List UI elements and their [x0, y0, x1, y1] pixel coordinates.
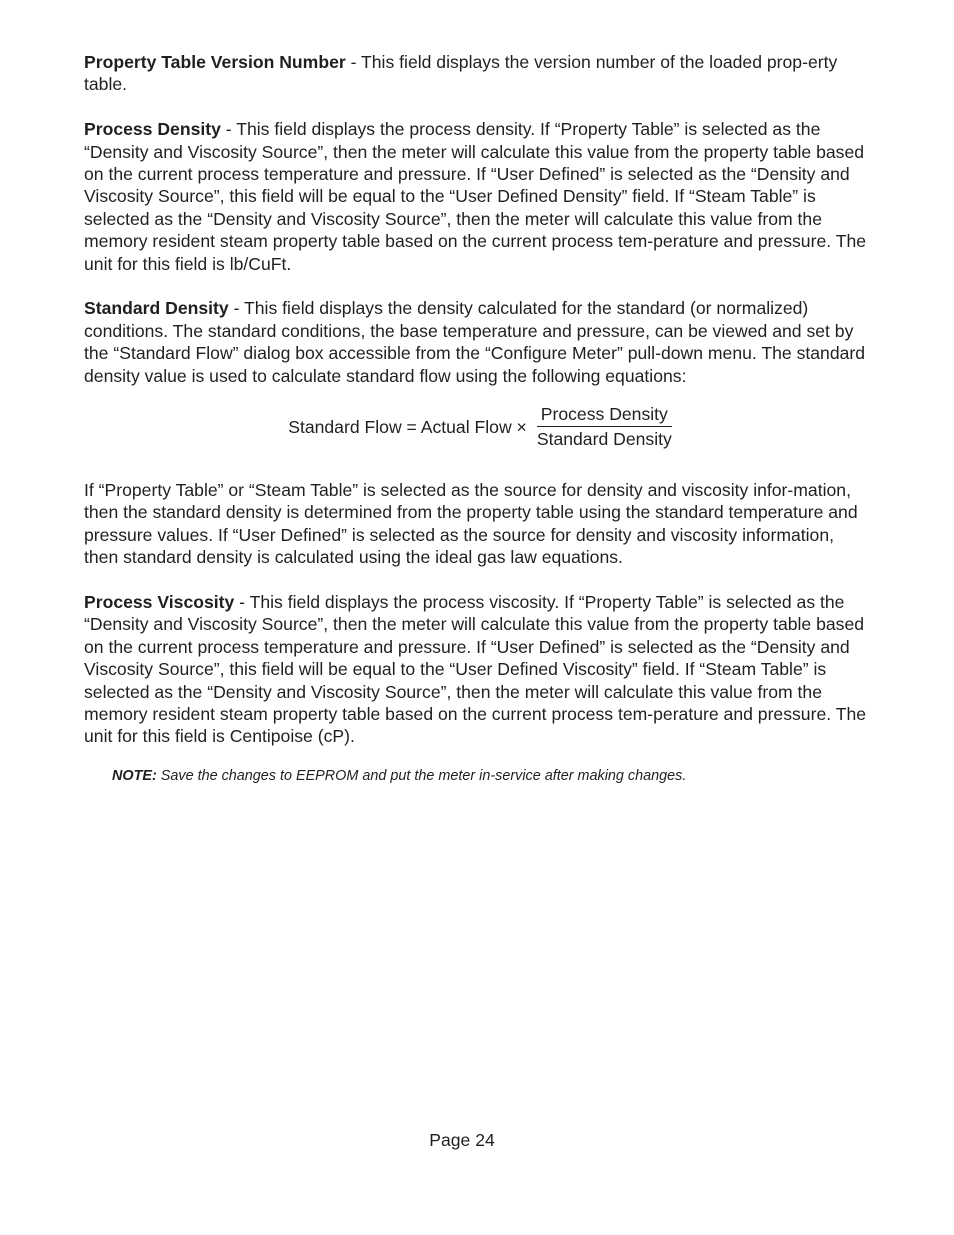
equation-lhs: Standard Flow = Actual Flow ×	[288, 416, 527, 437]
term-property-table-version: Property Table Version Number	[84, 52, 346, 72]
standard-density-description: - This field displays the density calculated for the standard (or normalized) conditions. The standard conditions, the base temperature and pressure, can be viewed and set by the “Standard Flow” dialog box accessible from the “Configure Meter” pull-down menu. The standard density value is used to calculate standard flow using the following equations:	[84, 298, 866, 386]
note	[84, 766, 870, 786]
property-table-version-description: - This field displays the version number of the loaded prop-erty table.	[84, 52, 838, 95]
document-body	[84, 51, 870, 786]
note-label: NOTE:	[112, 767, 157, 784]
process-viscosity-paragraph	[84, 591, 870, 748]
process-density-paragraph	[84, 118, 870, 275]
standard-density-followup-paragraph: If “Property Table” or “Steam Table” is selected as the source for density and viscosity infor-mation, then the standard density is determined from the property table using the standard temperature and pressure values. If “User Defined” is selected as the source for density and viscosity information, then standard density is calculated using the ideal gas law equations.	[84, 479, 858, 568]
term-standard-density: Standard Density	[84, 298, 229, 319]
property-table-version-paragraph	[84, 51, 870, 96]
page-number: Page 24	[429, 1130, 495, 1150]
process-viscosity-description: - This field displays the process viscosity. If “Property Table” is selected as the “Density and Viscosity Source”, then the meter will calculate this value from the property table based on the current process temperature and pressure. If “User Defined” is selected as the “Density and Viscosity Source”, this field will be equal to the “User Defined Viscosity” field. If “Steam Table” is selected as the “Density and Viscosity Source”, then the meter will calculate this value from the memory resident steam property table based on the current process tem-perature and pressure. The unit for this field is Centipoise (cP).	[84, 591, 867, 747]
equation-numerator: Process Density	[537, 403, 672, 427]
term-process-viscosity: Process Viscosity	[84, 591, 235, 612]
standard-flow-equation	[84, 403, 870, 451]
standard-density-paragraph	[84, 297, 870, 387]
process-density-description: - This field displays the process density. If “Property Table” is selected as the “Density and Viscosity Source”, then the meter will calculate this value from the property table based on the current process temperature and pressure. If “User Defined” is selected as the “Density and Viscosity Source”, this field will be equal to the “User Defined Density” field. If “Steam Table” is selected as the “Density and Viscosity Source”, then the meter will calculate this value from the memory resident steam property table based on the current process tem-perature and pressure. The unit for this field is lb/CuFt.	[84, 119, 867, 274]
equation-fraction	[535, 403, 674, 451]
note-text: Save the changes to EEPROM and put the meter in-service after making changes.	[156, 767, 687, 784]
equation-denominator: Standard Density	[536, 429, 672, 450]
term-process-density: Process Density	[84, 119, 221, 140]
